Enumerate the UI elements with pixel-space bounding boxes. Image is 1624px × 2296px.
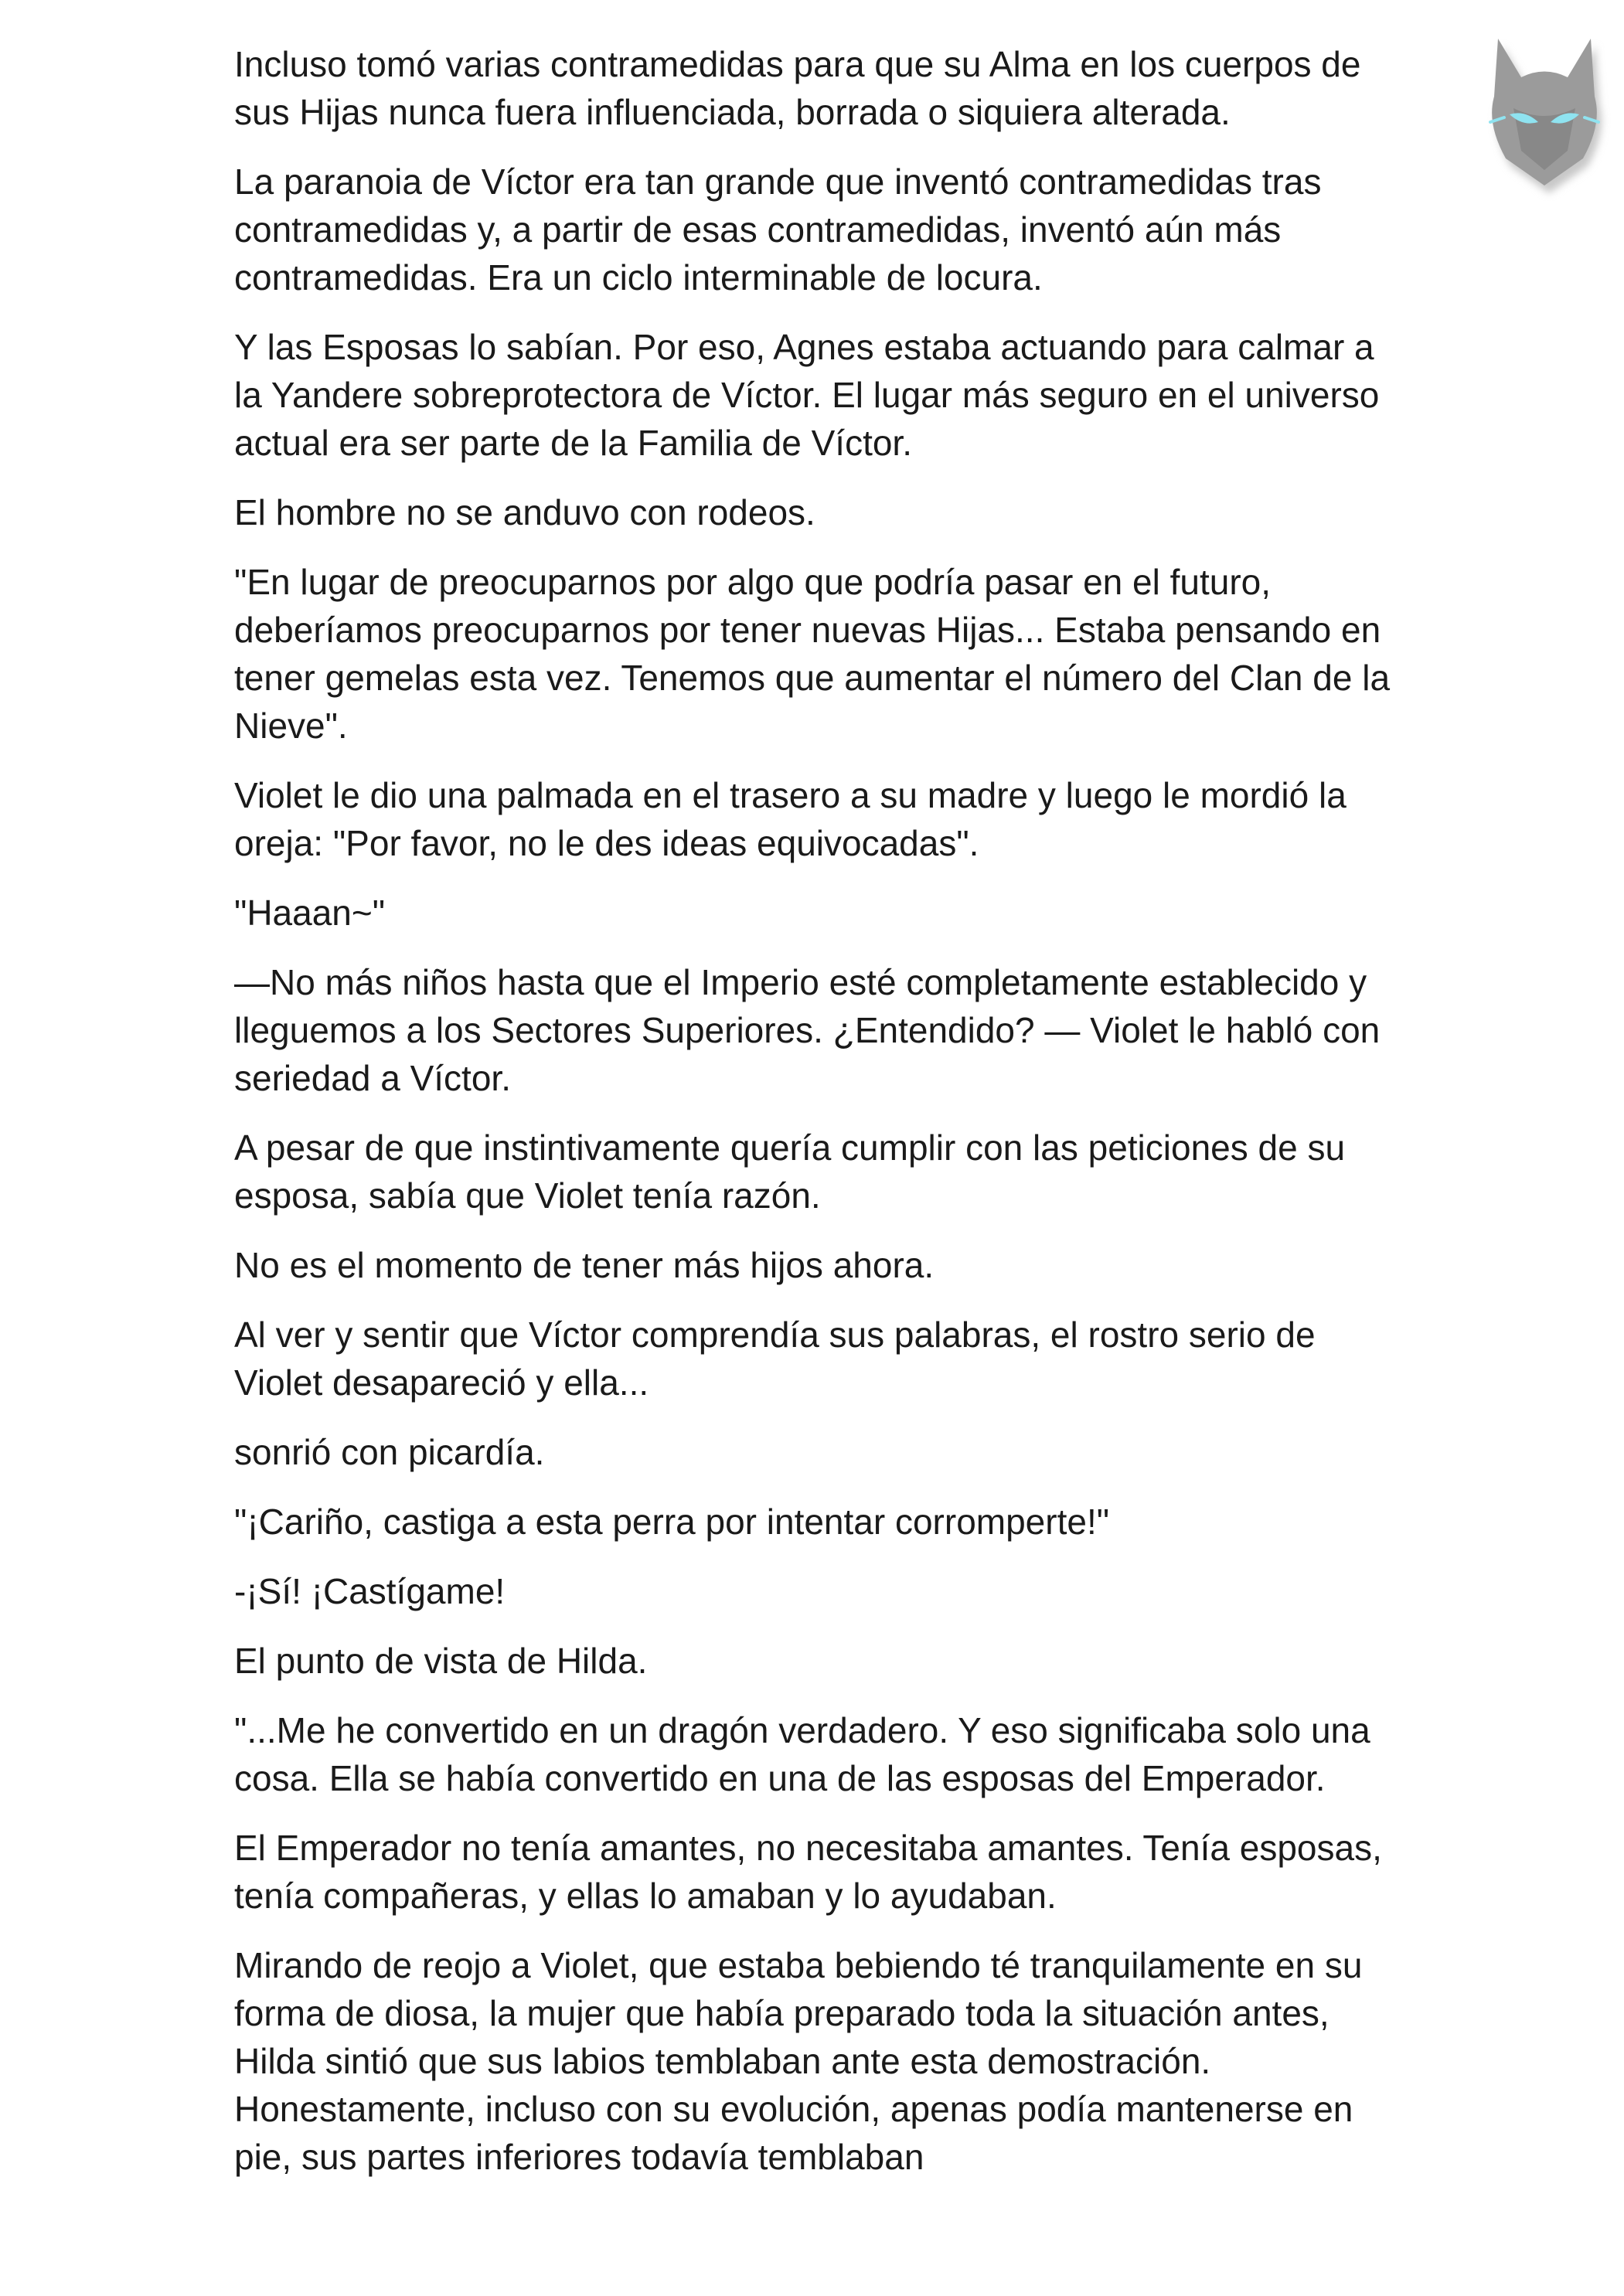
paragraph-4: El hombre no se anduvo con rodeos. [234, 492, 815, 532]
paragraph-5: "En lugar de preocuparnos por algo que podría pasar en el futuro, deberíamos preocuparnos por tener nuevas Hijas... Estaba pensando en tener gemelas esta vez. Tenemos que aumentar el número del Clan de la Nieve". [234, 562, 1391, 746]
paragraph-13: "¡Cariño, castiga a esta perra por intentar corromperte!" [234, 1502, 1110, 1542]
paragraph-14: -¡Sí! ¡Castígame! [234, 1571, 506, 1611]
paragraph-12: sonrió con picardía. [234, 1432, 545, 1472]
paragraph-18: Mirando de reojo a Violet, que estaba bebiendo té tranquilamente en su forma de diosa, la mujer que había preparado toda la situación antes, Hilda sintió que sus labios temblaban ante esta demostración. Honestamente, incluso con su evolución, apenas podía mantenerse en pie, sus partes inferiores todavía temblaban [234, 1945, 1363, 2177]
document-body [234, 40, 1409, 2202]
paragraph-17: El Emperador no tenía amantes, no necesitaba amantes. Tenía esposas, tenía compañeras, y ellas lo amaban y lo ayudaban. [234, 1828, 1382, 1916]
paragraph-1: Incluso tomó varias contramedidas para que su Alma en los cuerpos de sus Hijas nunca fuera influenciada, borrada o siquiera alterada. [234, 44, 1361, 132]
paragraph-15: El punto de vista de Hilda. [234, 1641, 648, 1681]
demon-head-logo-icon [1467, 23, 1622, 201]
paragraph-16: "...Me he convertido en un dragón verdadero. Y eso significaba solo una cosa. Ella se había convertido en una de las esposas del Emperador. [234, 1710, 1370, 1798]
paragraph-8: —No más niños hasta que el Imperio esté completamente establecido y lleguemos a los Sectores Superiores. ¿Entendido? — Violet le habló con seriedad a Víctor. [234, 962, 1381, 1098]
paragraph-6: Violet le dio una palmada en el trasero a su madre y luego le mordió la oreja: "Por favor, no le des ideas equivocadas". [234, 775, 1347, 863]
paragraph-2: La paranoia de Víctor era tan grande que inventó contramedidas tras contramedidas y, a partir de esas contramedidas, inventó aún más contramedidas. Era un ciclo interminable de locura. [234, 162, 1322, 298]
paragraph-7: "Haaan~" [234, 893, 386, 933]
paragraph-11: Al ver y sentir que Víctor comprendía sus palabras, el rostro serio de Violet desapareció y ella... [234, 1315, 1316, 1403]
paragraph-3: Y las Esposas lo sabían. Por eso, Agnes estaba actuando para calmar a la Yandere sobreprotectora de Víctor. El lugar más seguro en el universo actual era ser parte de la Familia de Víctor. [234, 327, 1380, 463]
paragraph-10: No es el momento de tener más hijos ahora. [234, 1245, 935, 1285]
paragraph-9: A pesar de que instintivamente quería cumplir con las peticiones de su esposa, sabía que Violet tenía razón. [234, 1128, 1346, 1216]
